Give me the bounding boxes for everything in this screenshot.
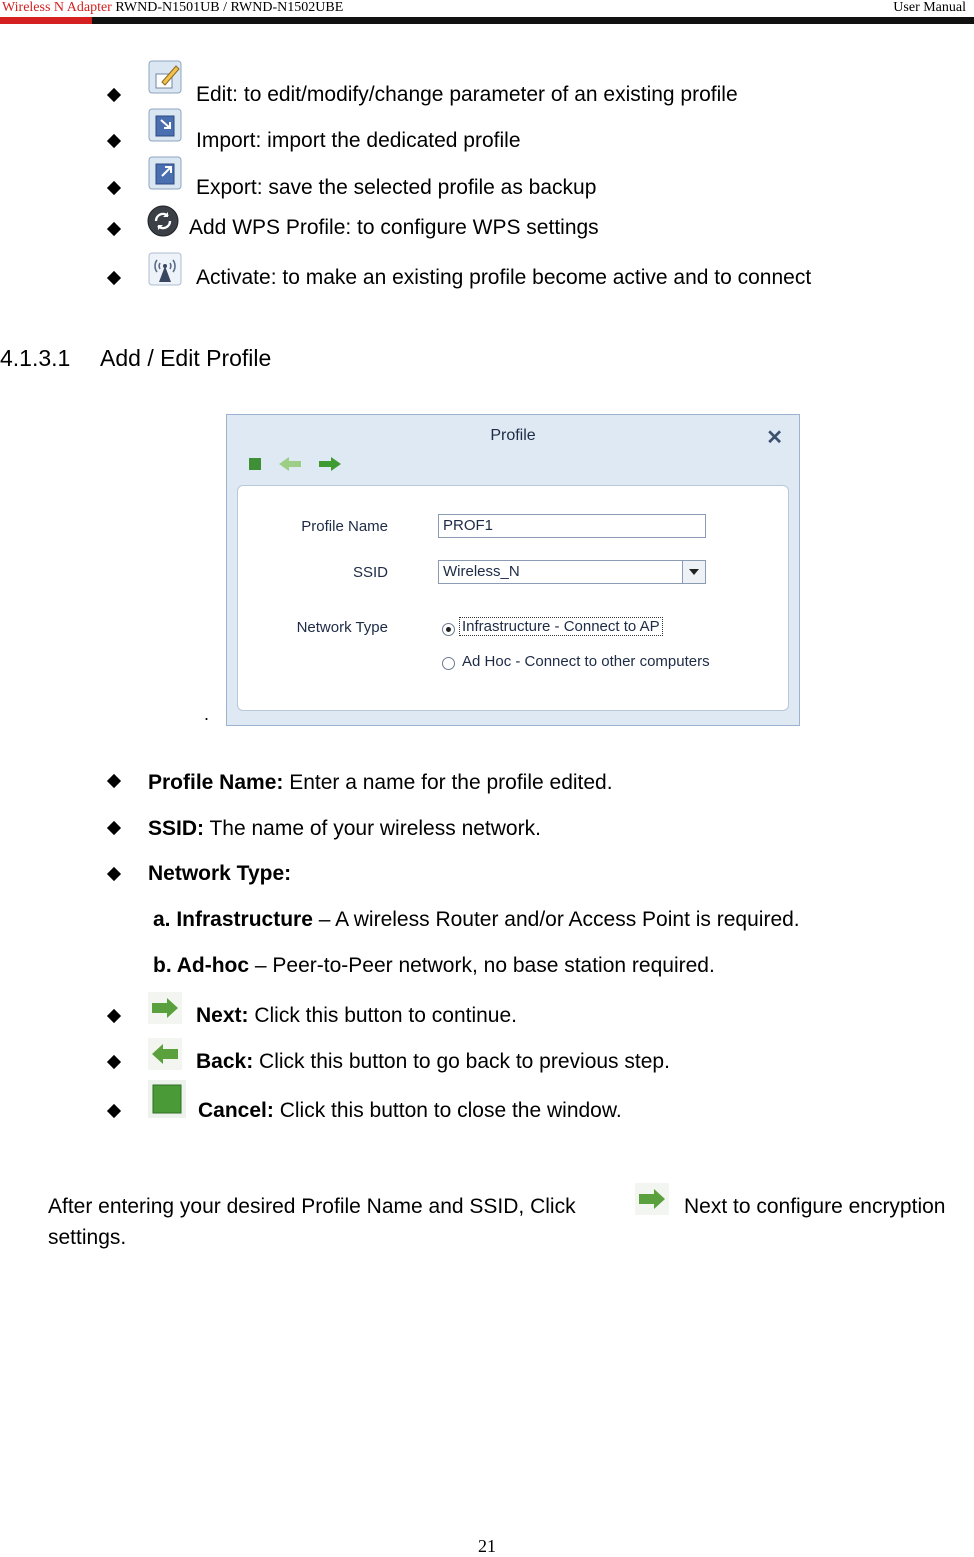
section-number: 4.1.3.1 xyxy=(0,345,71,371)
chevron-down-icon[interactable] xyxy=(682,561,705,583)
next-arrow-icon xyxy=(148,992,182,1024)
network-type-label: Network Type xyxy=(296,619,388,636)
import-desc: Import: import the dedicated profile xyxy=(196,129,521,152)
adhoc-radio[interactable] xyxy=(442,657,455,670)
page-number: 21 xyxy=(478,1536,496,1556)
header-doc-type: User Manual xyxy=(893,0,966,15)
infrastructure-item: a. Infrastructure – A wireless Router and/or Access Point is required. xyxy=(153,908,800,931)
infrastructure-radio[interactable] xyxy=(442,623,455,636)
activate-icon xyxy=(148,252,182,286)
bullet-icon xyxy=(106,1008,122,1024)
profile-name-label: Profile Name xyxy=(301,518,388,535)
next-arrow-icon xyxy=(635,1183,669,1215)
edit-icon xyxy=(148,60,182,94)
bullet-icon xyxy=(106,180,122,196)
ssid-label: SSID xyxy=(352,564,388,581)
close-icon[interactable]: ✕ xyxy=(766,427,783,449)
network-type-item: Network Type: xyxy=(148,862,292,885)
dialog-toolbar xyxy=(249,455,359,473)
back-arrow-icon xyxy=(279,457,301,471)
bullet-icon xyxy=(106,1054,122,1070)
ssid-select[interactable] xyxy=(438,560,706,584)
dialog-panel xyxy=(237,485,789,711)
bullet-icon xyxy=(106,87,122,103)
back-item: Back: Click this button to go back to previous step. xyxy=(196,1050,670,1073)
bullet-icon xyxy=(106,221,122,237)
bullet-icon xyxy=(106,270,122,286)
bullet-icon xyxy=(106,1103,122,1119)
section-title: Add / Edit Profile xyxy=(100,345,272,371)
bullet-icon xyxy=(106,820,122,836)
header-brand: Wireless N Adapter xyxy=(2,0,112,15)
wps-desc: Add WPS Profile: to configure WPS settings xyxy=(189,216,599,239)
profile-name-item: Profile Name: Enter a name for the profile edited. xyxy=(148,771,613,794)
adhoc-item: b. Ad-hoc – Peer-to-Peer network, no base station required. xyxy=(153,954,715,977)
infrastructure-label[interactable]: Infrastructure - Connect to AP xyxy=(462,618,660,635)
header-model: RWND-N1501UB / RWND-N1502UBE xyxy=(111,0,344,15)
section-heading xyxy=(0,344,271,372)
stop-icon xyxy=(148,1080,186,1118)
back-arrow-icon xyxy=(148,1038,182,1070)
profile-dialog xyxy=(226,414,800,726)
next-arrow-icon xyxy=(319,457,341,471)
adhoc-label[interactable]: Ad Hoc - Connect to other computers xyxy=(462,653,710,670)
bullet-icon xyxy=(106,866,122,882)
profile-name-input[interactable]: PROF1 xyxy=(438,514,706,538)
dialog-toolbar-icons xyxy=(249,455,359,473)
closing-text-1: After entering your desired Profile Name and SSID, Click xyxy=(48,1195,576,1218)
bullet-icon xyxy=(106,133,122,149)
export-icon xyxy=(148,156,182,190)
activate-desc: Activate: to make an existing profile become active and to connect xyxy=(196,266,812,289)
dialog-title: Profile xyxy=(490,427,536,444)
edit-desc: Edit: to edit/modify/change parameter of an existing profile xyxy=(196,83,738,106)
ssid-item: SSID: The name of your wireless network. xyxy=(148,817,541,840)
closing-text-3: settings. xyxy=(48,1226,127,1249)
stop-icon xyxy=(249,458,261,470)
dialog-dot: . xyxy=(204,704,210,724)
ssid-value: Wireless_N xyxy=(443,563,520,580)
import-icon xyxy=(148,108,182,142)
export-desc: Export: save the selected profile as backup xyxy=(196,176,597,199)
header-rule xyxy=(0,17,974,24)
bullet-icon xyxy=(106,773,122,789)
header-product xyxy=(2,0,343,16)
page-header xyxy=(0,0,974,26)
wps-icon xyxy=(146,204,180,238)
closing-text-2: Next to configure encryption xyxy=(684,1195,946,1218)
cancel-item: Cancel: Click this button to close the window. xyxy=(198,1099,622,1122)
next-item: Next: Click this button to continue. xyxy=(196,1004,517,1027)
